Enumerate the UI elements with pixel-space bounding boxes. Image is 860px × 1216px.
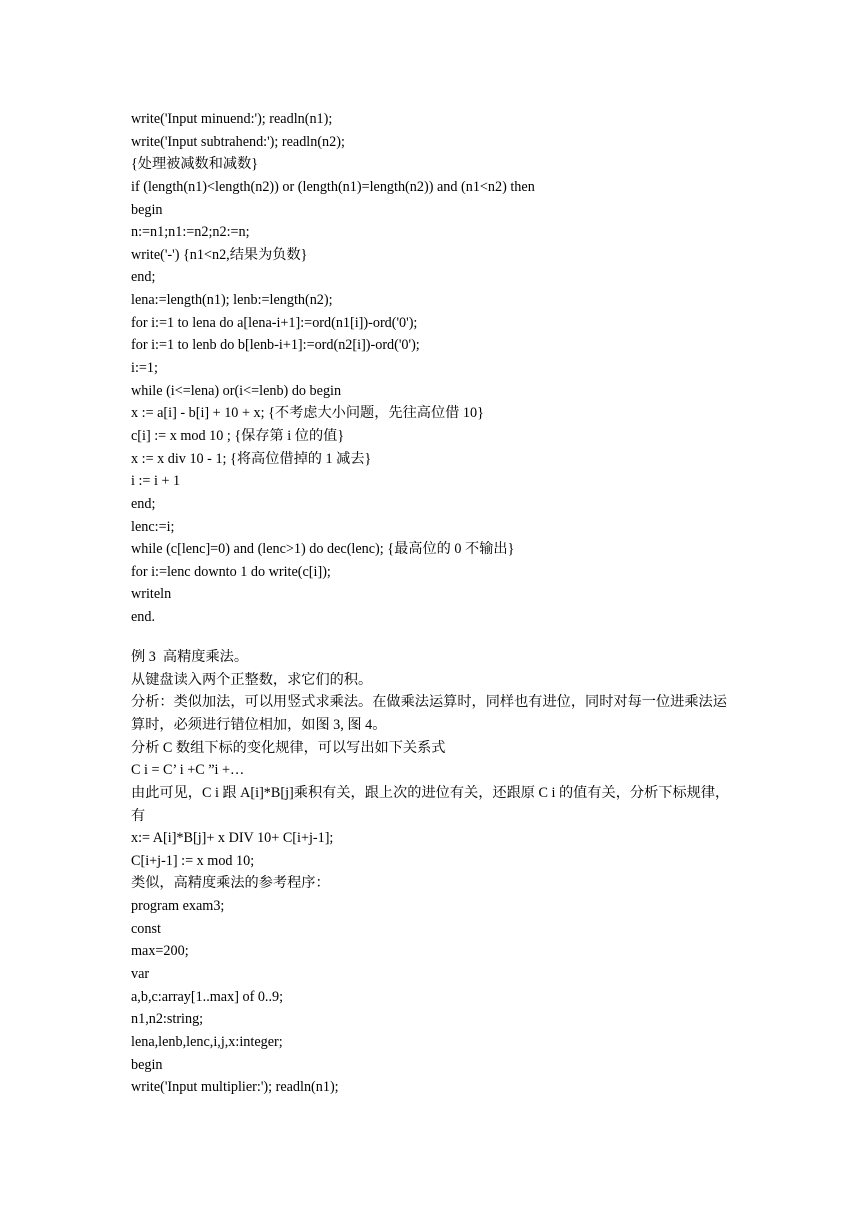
code-line: end; [131, 269, 156, 286]
code-line: c[i] := x mod 10 ; {保存第 i 位的值} [131, 427, 345, 444]
code-line: while (c[lenc]=0) and (lenc>1) do dec(lenc); {最高位的 0 不输出} [131, 541, 515, 558]
analysis-paragraph: 分析：类似加法，可以用竖式求乘法。在做乘法运算时，同样也有进位，同时对每一位进乘法运算时，必须进行错位相加，如图 3, 图 4。 [131, 694, 727, 733]
code-line: for i:=lenc downto 1 do write(c[i]); [131, 563, 331, 580]
code-line: {处理被减数和减数} [131, 156, 259, 173]
code-line: for i:=1 to lena do a[lena-i+1]:=ord(n1[i])-ord('0'); [131, 314, 418, 331]
code-line: write('-') {n1<n2,结果为负数} [131, 246, 308, 263]
observation-paragraph: 由此可见，C i 跟 A[i]*B[j]乘积有关，跟上次的进位有关，还跟原 C i 的值有关，分析下标规律，有 [131, 784, 730, 824]
code-line: a,b,c:array[1..max] of 0..9; [131, 988, 284, 1005]
code-line: const [131, 920, 161, 937]
code-line: lenc:=i; [131, 518, 175, 535]
equation-line: x:= A[i]*B[j]+ x DIV 10+ C[i+j-1]; [131, 830, 334, 847]
rule-intro: 分析 C 数组下标的变化规律，可以写出如下关系式 [131, 739, 446, 756]
code-line: if (length(n1)<length(n2)) or (length(n1)=length(n2)) and (n1<n2) then [131, 178, 535, 195]
code-line: end. [131, 609, 156, 626]
formula: C i = C’ i +C ”i +… [131, 762, 245, 779]
code-line: end; [131, 495, 156, 512]
problem-statement: 从键盘读入两个正整数，求它们的积。 [131, 671, 373, 688]
code-line: x := a[i] - b[i] + 10 + x; {不考虑大小问题，先往高位借 10} [131, 405, 484, 422]
code-line: x := x div 10 - 1; {将高位借掉的 1 减去} [131, 450, 372, 467]
code-line: write('Input subtrahend:'); readln(n2); [131, 133, 345, 150]
code-line: write('Input minuend:'); readln(n1); [131, 111, 333, 127]
code-line: while (i<=lena) or(i<=lenb) do begin [131, 382, 342, 399]
code-line: lena:=length(n1); lenb:=length(n2); [131, 292, 333, 309]
code-line: begin [131, 201, 163, 218]
code-line: max=200; [131, 943, 189, 960]
code-line: lena,lenb,lenc,i,j,x:integer; [131, 1033, 283, 1050]
equation-line: C[i+j-1] := x mod 10; [131, 852, 255, 869]
code-line: var [131, 966, 150, 983]
program-intro: 类似，高精度乘法的参考程序： [131, 875, 330, 892]
code-line: i := i + 1 [131, 473, 181, 490]
subtraction-code-listing [131, 108, 771, 629]
section-heading: 例 3 高精度乘法。 [131, 649, 249, 665]
code-line: write('Input multiplier:'); readln(n1); [131, 1079, 339, 1096]
code-line: program exam3; [131, 898, 225, 915]
code-line: for i:=1 to lenb do b[lenb-i+1]:=ord(n2[i])-ord('0'); [131, 337, 420, 354]
code-line: begin [131, 1056, 163, 1073]
code-line: writeln [131, 586, 172, 603]
code-line: n:=n1;n1:=n2;n2:=n; [131, 224, 250, 241]
code-line: n1,n2:string; [131, 1011, 204, 1028]
code-line: i:=1; [131, 360, 158, 377]
multiplication-section [131, 646, 741, 1099]
